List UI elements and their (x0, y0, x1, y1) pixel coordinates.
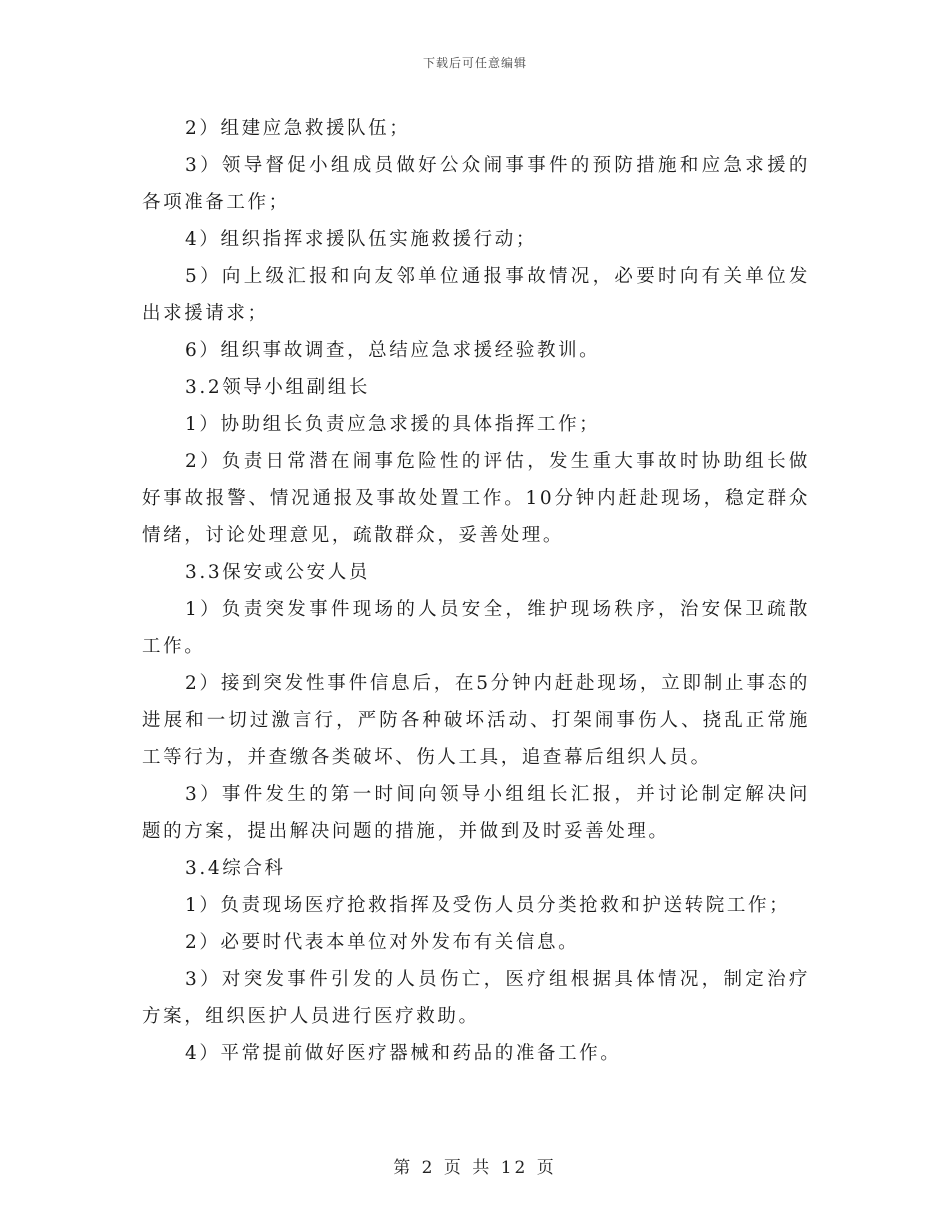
paragraph: 3）事件发生的第一时间向领导小组组长汇报，并讨论制定解决问题的方案，提出解决问题的措施，并做到及时妥善处理。 (142, 784, 810, 842)
paragraph: 3）对突发事件引发的人员伤亡，医疗组根据具体情况，制定治疗方案，组织医护人员进行医疗救助。 (142, 969, 810, 1027)
page-footer: 第 2 页 共 12 页 (393, 1158, 557, 1178)
paragraph: 3）领导督促小组成员做好公众闹事事件的预防措施和应急求援的各项准备工作； (142, 155, 810, 213)
section-heading: 3.3保安或公安人员 (185, 562, 370, 583)
paragraph: 1）负责突发事件现场的人员安全，维护现场秩序，治安保卫疏散工作。 (142, 599, 810, 657)
paragraph: 2）接到突发性事件信息后，在5分钟内赶赴现场，立即制止事态的进展和一切过激言行，严防各种破坏活动、打架闹事伤人、挠乱正常施工等行为，并查缴各类破坏、伤人工具，追查幕后组织人员。 (142, 673, 810, 768)
paragraph: 4）平常提前做好医疗器械和药品的准备工作。 (185, 1043, 622, 1064)
paragraph: 5）向上级汇报和向友邻单位通报事故情况，必要时向有关单位发出求援请求； (142, 266, 810, 324)
paragraph: 2）必要时代表本单位对外发布有关信息。 (185, 932, 580, 953)
paragraph: 1）协助组长负责应急求援的具体指挥工作； (185, 414, 601, 435)
document-body (142, 110, 810, 1072)
paragraph: 2）负责日常潜在闹事危险性的评估，发生重大事故时协助组长做好事故报警、情况通报及事故处置工作。10分钟内赶赴现场，稳定群众情绪，讨论处理意见，疏散群众，妥善处理。 (142, 451, 810, 546)
section-heading: 3.4综合科 (185, 858, 286, 879)
section-heading: 3.2领导小组副组长 (185, 377, 370, 398)
paragraph: 6）组织事故调查，总结应急求援经验教训。 (185, 340, 601, 361)
header-note: 下载后可任意编辑 (422, 56, 527, 70)
paragraph: 1）负责现场医疗抢救指挥及受伤人员分类抢救和护送转院工作； (185, 895, 791, 916)
paragraph: 4）组织指挥求援队伍实施救援行动； (185, 229, 537, 250)
paragraph: 2）组建应急救援队伍； (185, 118, 411, 139)
